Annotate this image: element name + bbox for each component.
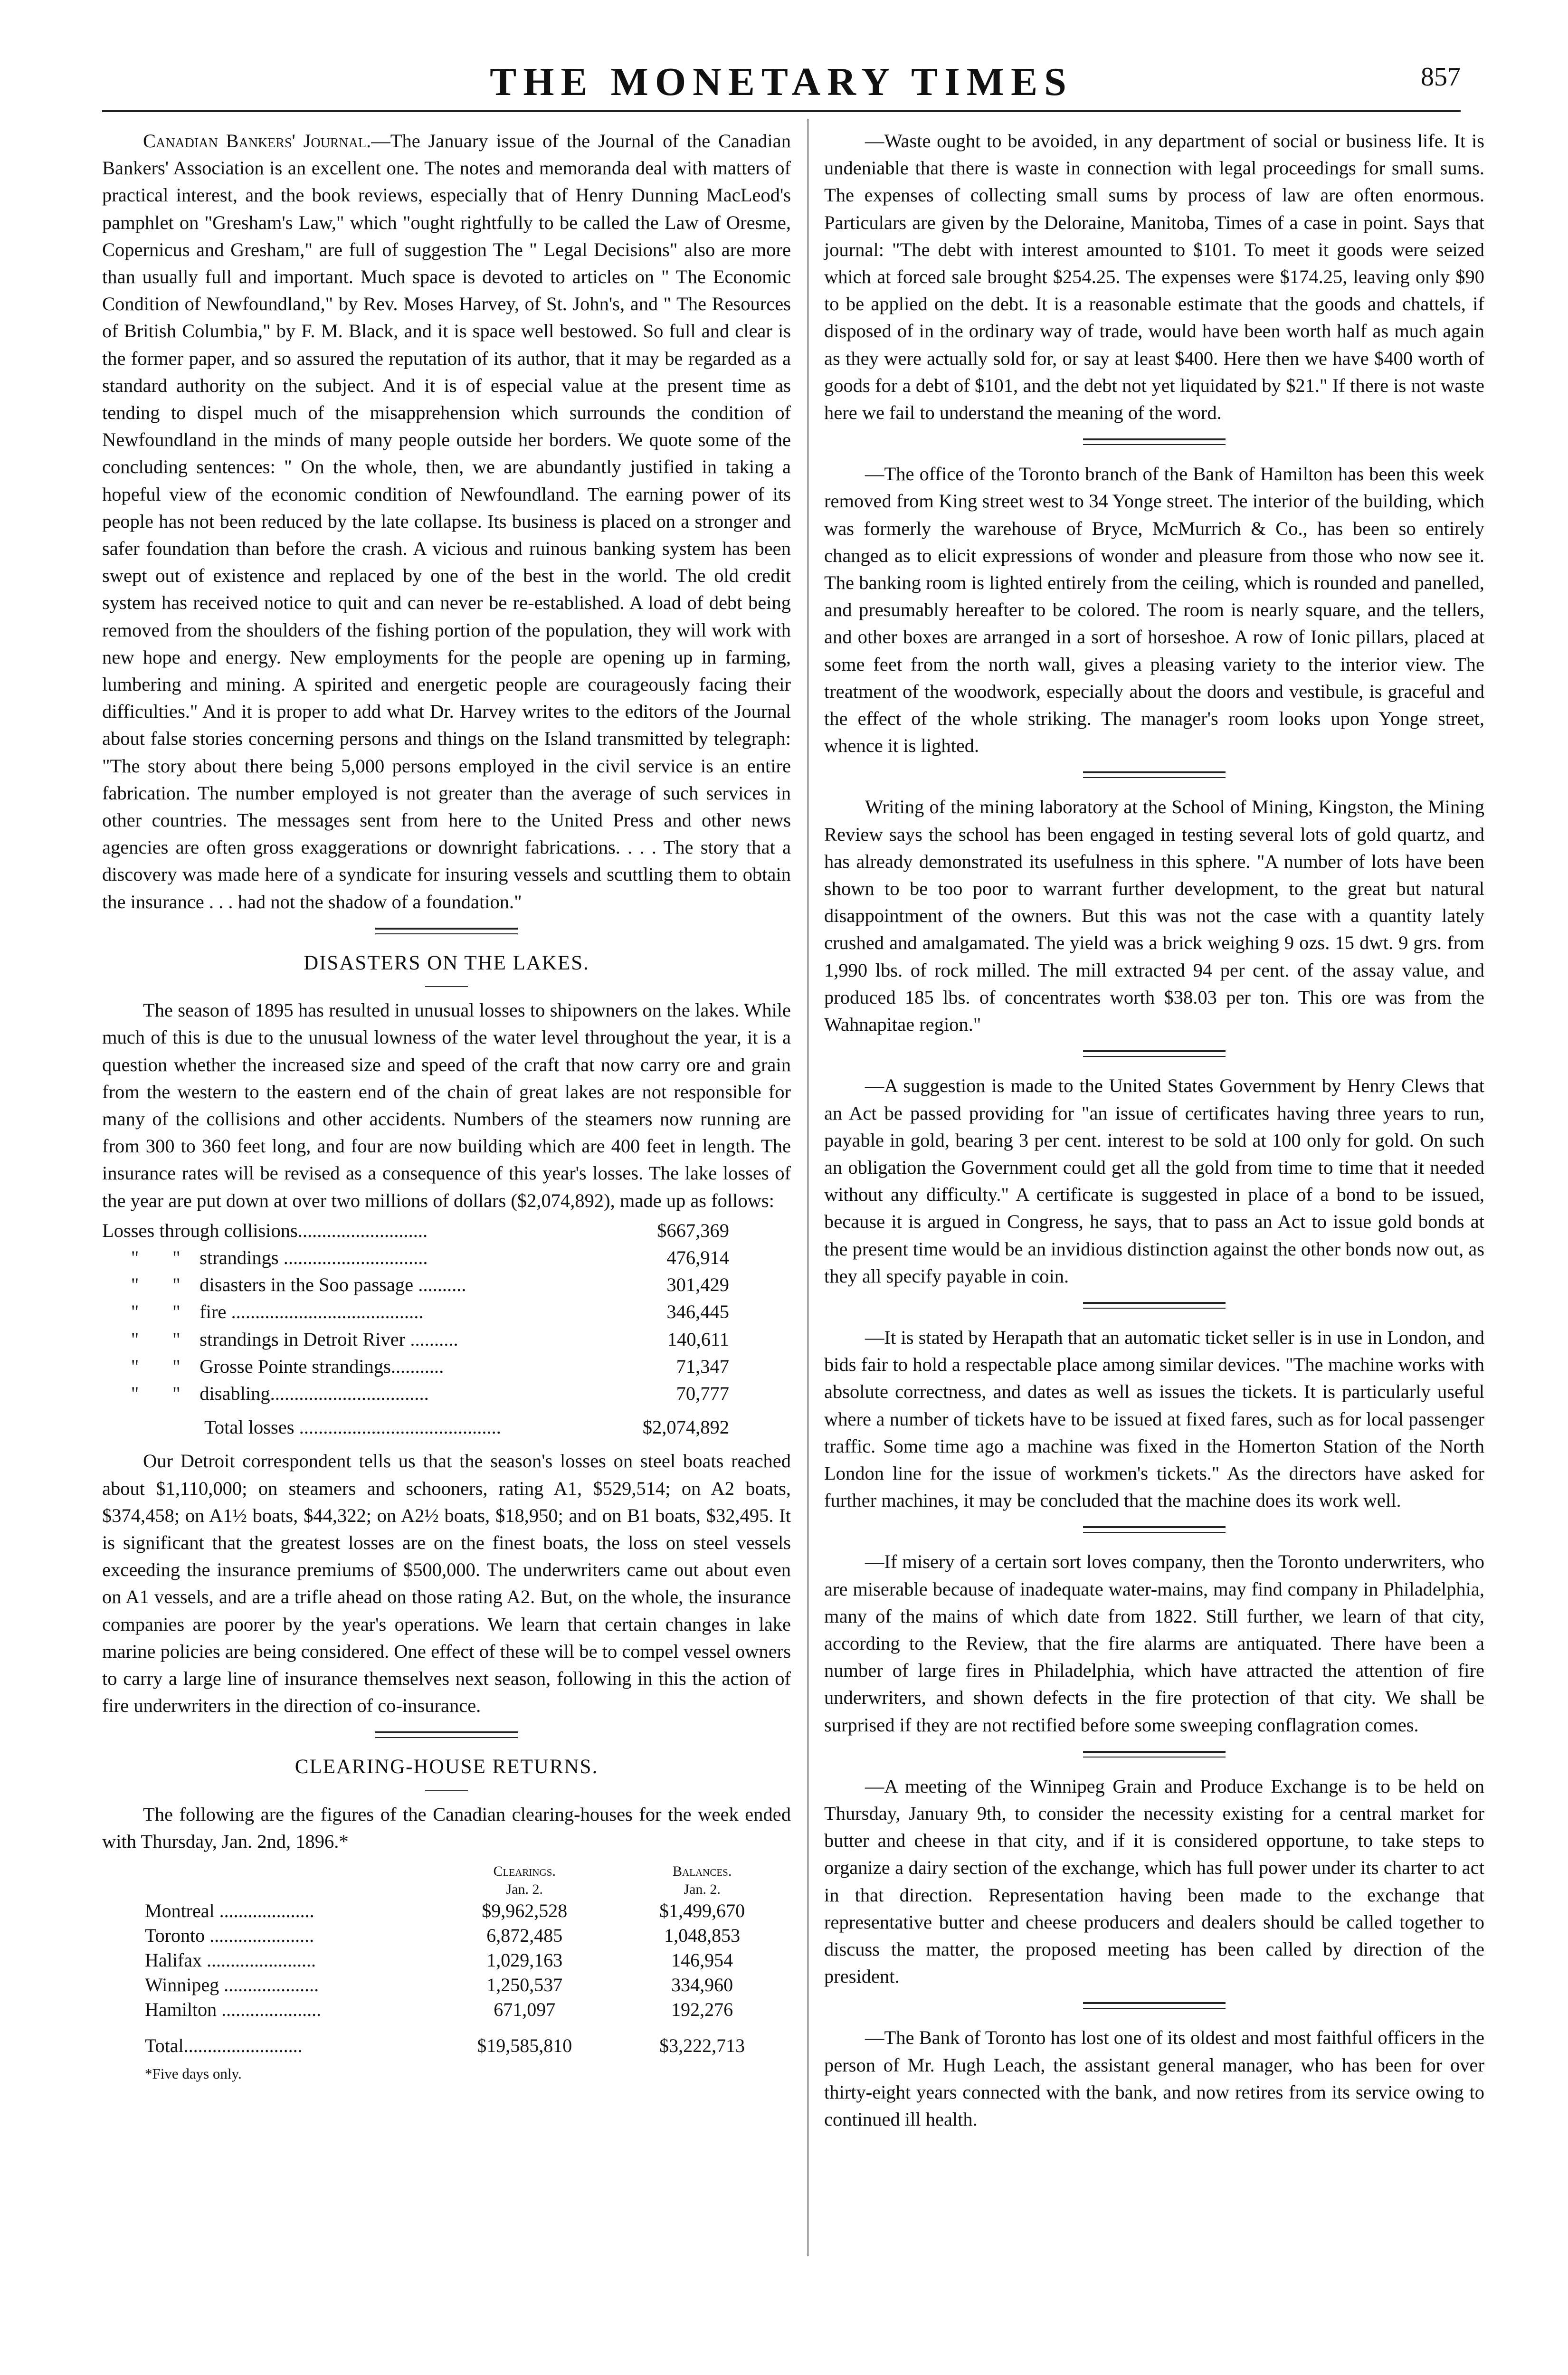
section-separator bbox=[1083, 771, 1226, 778]
left-column bbox=[102, 127, 791, 2087]
clearing-date-row bbox=[145, 1881, 791, 1899]
clearing-row bbox=[145, 1973, 791, 1997]
loss-row bbox=[102, 1353, 791, 1380]
loss-label: Losses through collisions........................... bbox=[102, 1219, 428, 1241]
loss-amount: 476,914 bbox=[666, 1246, 729, 1268]
col-balances: Balances. bbox=[672, 1863, 732, 1879]
loss-label: " " disabling................................. bbox=[102, 1382, 429, 1404]
disasters-heading: DISASTERS ON THE LAKES. bbox=[304, 951, 589, 974]
herapath-paragraph: —It is stated by Herapath that an automatic ticket seller is in use in London, and bids fair to hold a respectable place among similar devices. "The machine works with absolute correctness, and dates as well as issues the tickets. It is particularly useful where a number of tickets have to be issued at fixed fares, such as for local passenger traffic. Some time ago a machine was fixed in the Homerton Station of the North London line for the issue of workmen's tickets." As the directors have asked for further machines, it may be concluded that the machine does its work well. bbox=[824, 1326, 1484, 1511]
loss-total-row bbox=[102, 1414, 791, 1441]
bankers-journal-text: —The January issue of the Journal of the Canadian Bankers' Association is an excellent one. The notes and memoranda deal with matters of practical interest, and the book reviews, especially that of Henry Dunning MacLeod's pamphlet on "Gresham's Law," which "ought rightfully to be called the Law of Oresme, Copernicus and Gresham," are full of suggestion The " Legal Decisions" also are more than usually full and important. Much space is devoted to articles on " The Economic Condition of Newfoundland," by Rev. Moses Harvey, of St. John's, and " The Resources of British Columbia," by F. M. Black, and it is space well bestowed. So full and clear is the former paper, and so assured the reputation of its author, that it may be regarded as a standard authority on the subject. And it is of especial value at the present time as tending to dispel much of the misapprehension which surrounds the condition of Newfoundland in the minds of many people outside her borders. We quote some of the concluding sentences: " On the whole, then, we are abundantly justified in taking a hopeful view of the economic condition of Newfoundland. The earning power of its people has not been reduced by the late collapse. Its business is placed on a stronger and safer foundation than before the crash. A vicious and ruinous banking system has been swept out of existence and replaced by one of the best in the world. The old credit system has received notice to quit and can never be re-established. A load of debt being removed from the shoulders of the fishing portion of the population, they will work with new hope and energy. New employments for the people are opening up in farming, lumbering and mining. A spirited and energetic people are courageously facing their difficulties." And it is proper to add what Dr. Harvey writes to the editors of the Journal about false stories concerning persons and things on the Island transmitted by telegraph: "The story about there being 5,000 persons employed in the civil service is an entire fabrication. The number employed is not greater than the average of such services in other countries. The messages sent from here to the United Press and other news agencies are often gross exaggerations or downright fabrications. . . . The story that a discovery was made here of a syndicate for insuring vessels and scuttling them to obtain the insurance . . . had not the shadow of a foundation." bbox=[102, 130, 791, 912]
loss-amount: 140,611 bbox=[667, 1328, 729, 1350]
clearing-table bbox=[145, 1862, 791, 2058]
loss-total-label: Total losses .......................................... bbox=[204, 1416, 501, 1438]
loss-label: " " strandings .............................. bbox=[102, 1246, 428, 1268]
losses-table bbox=[102, 1217, 791, 1441]
mining-paragraph: Writing of the mining laboratory at the School of Mining, Kingston, the Mining Review says the school has been engaged in testing several lots of gold quartz, and has already demonstrated its usefulness in this sphere. "A number of lots have been shown to be too poor to warrant further development, to the great but natural disappointment of the owners. But this was not the case with a quantity lately crushed and amalgamated. The yield was a brick weighing 9 ozs. 15 dwt. 9 grs. from 1,990 lbs. of rock milled. The mill extracted 94 per cent. of the assay value, and produced 185 lbs. of concentrates worth $38.03 per ton. This ore was from the Wahnapitae region." bbox=[824, 796, 1484, 1036]
disasters-paragraph-2: Our Detroit correspondent tells us that the season's losses on steel boats reached about $1,110,000; on steamers and schooners, rating A1, $529,514; on A2 boats, $374,458; on A1½ boats, $44,322; on A2½ boats, $18,950; and on B1 boats, $32,495. It is significant that the greatest losses are on the finest boats, the loss on steel vessels exceeding the insurance premiums of $500,000. The underwriters came out about even on A1 vessels, and are a trifle ahead on those rating A2. But, on the whole, the insurance companies are poorer by the year's operations. We learn that certain changes in lake marine policies are being considered. One effect of these will be to compel vessel owners to carry a large line of insurance themselves next season, following in this the action of fire underwriters in the direction of co-insurance. bbox=[102, 1450, 791, 1717]
section-separator bbox=[1083, 2002, 1226, 2009]
clearing-value: 6,872,485 bbox=[486, 1924, 563, 1946]
date-clearings: Jan. 2. bbox=[506, 1881, 543, 1897]
right-column bbox=[824, 127, 1484, 2133]
section-separator bbox=[1083, 1751, 1226, 1758]
clearing-city: Montreal .................... bbox=[145, 1900, 314, 1921]
loss-label: " " disasters in the Soo passage .......... bbox=[102, 1274, 466, 1296]
section-separator bbox=[1083, 1050, 1226, 1057]
clearing-total-row bbox=[145, 2022, 791, 2058]
winnipeg-paragraph: —A meeting of the Winnipeg Grain and Produce Exchange is to be held on Thursday, January 9th, to consider the necessity existing for a central market for butter and cheese in that city, and if it is considered opportune, to take steps to organize a dairy section of the exchange, which has full power under its charter to act in that direction. Representation having been made to the exchange that representative butter and cheese producers and dealers should be called together to discuss the matter, the proposed meeting has been called by direction of the president. bbox=[824, 1775, 1484, 1987]
clearing-intro: The following are the figures of the Canadian clearing-houses for the week ended with Thursday, Jan. 2nd, 1896.* bbox=[102, 1803, 791, 1852]
section-separator bbox=[1083, 1526, 1226, 1533]
misery-paragraph: —If misery of a certain sort loves company, then the Toronto underwriters, who are miserable because of inadequate water-mains, may find company in Philadelphia, many of the mains of which date from 1822. Still further, we learn of that city, according to the Review, that the fire alarms are antiquated. There have been a number of large fires in Philadelphia, which have attracted the attention of fire underwriters, and shown defects in the fire protection of that city. We shall be surprised if they are not rectified before some sweeping conflagration comes. bbox=[824, 1551, 1484, 1736]
section-separator bbox=[375, 928, 518, 934]
balance-value: 146,954 bbox=[671, 1949, 733, 1971]
balance-value: 192,276 bbox=[671, 1998, 733, 2020]
clearing-city: Toronto ...................... bbox=[145, 1924, 314, 1946]
masthead-rule bbox=[102, 110, 1461, 112]
balance-value: 334,960 bbox=[671, 1974, 733, 1995]
disasters-paragraph-1: The season of 1895 has resulted in unusual losses to shipowners on the lakes. While much of this is due to the unusual lowness of the water level throughout the year, it is a question whether the increased size and speed of the craft that now carry ore and grain from the western to the eastern end of the chain of great lakes are not responsible for many of the collisions and other accidents. Numbers of the steamers now running are from 300 to 360 feet long, and four are now building which are 400 feet in length. The insurance rates will be revised as a consequence of this year's losses. The lake losses of the year are put down at over two millions of dollars ($2,074,892), made up as follows: bbox=[102, 999, 791, 1211]
clearing-total-label: Total......................... bbox=[145, 2034, 303, 2056]
clearing-value: 1,029,163 bbox=[486, 1949, 563, 1971]
loss-label: " " Grosse Pointe strandings........... bbox=[102, 1355, 444, 1377]
balance-value: 1,048,853 bbox=[664, 1924, 741, 1946]
clearing-value: 1,250,537 bbox=[486, 1974, 563, 1995]
balance-total: $3,222,713 bbox=[659, 2034, 745, 2056]
section-separator bbox=[1083, 1302, 1226, 1309]
loss-total-amount: $2,074,892 bbox=[642, 1416, 729, 1438]
bankers-journal-paragraph bbox=[102, 127, 791, 915]
bank-of-hamilton-paragraph: —The office of the Toronto branch of the Bank of Hamilton has been this week removed from King street west to 34 Yonge street. The interior of the building, which was formerly the warehouse of Bryce, McMurrich & Co., has been so entirely changed as to elicit expressions of wonder and pleasure from those who now see it. The banking room is lighted entirely from the ceiling, which is rounded and panelled, and presumably hereafter to be colored. The room is nearly square, and the tellers, and other boxes are arranged in a sort of horseshoe. A row of Ionic pillars, placed at some feet from the north wall, gives a pleasing variety to the interior view. The treatment of the woodwork, especially about the doors and vestibule, is graceful and the effect of the whole striking. The manager's room looks upon Yonge street, whence it is lighted. bbox=[824, 463, 1484, 757]
masthead bbox=[102, 57, 1461, 109]
loss-amount: 71,347 bbox=[676, 1355, 729, 1377]
section-separator bbox=[1083, 438, 1226, 445]
clearing-value: 671,097 bbox=[494, 1998, 556, 2020]
heading-underline bbox=[425, 986, 468, 987]
loss-amount: 301,429 bbox=[666, 1274, 729, 1296]
clearing-total: $19,585,810 bbox=[477, 2034, 572, 2056]
clearing-city: Winnipeg .................... bbox=[145, 1974, 319, 1995]
balance-value: $1,499,670 bbox=[659, 1900, 745, 1921]
page-number: 857 bbox=[1421, 62, 1461, 92]
loss-label: " " fire ........................................ bbox=[102, 1301, 424, 1323]
loss-row bbox=[102, 1217, 791, 1244]
clews-paragraph: —A suggestion is made to the United States Government by Henry Clews that an Act be passed providing for "an issue of certificates having three years to run, payable in gold, bearing 3 per cent. interest to be sold at 100 only for gold. On such an obligation the Government could get all the gold from time to time that it needed without any difficulty." A certificate is suggested in place of a bond to be issued, because it is argued in Congress, he says, that to pass an Act to issue gold bonds at the present time would be an invidious distinction against the other bonds now out, as they all specify payable in coin. bbox=[824, 1075, 1484, 1287]
loss-row bbox=[102, 1271, 791, 1298]
loss-row bbox=[102, 1298, 791, 1325]
clearing-footnote: *Five days only. bbox=[145, 2065, 242, 2082]
clearing-row bbox=[145, 1997, 791, 2022]
col-clearings: Clearings. bbox=[493, 1863, 556, 1879]
loss-amount: 70,777 bbox=[676, 1382, 729, 1404]
clearing-header-row bbox=[145, 1862, 791, 1881]
bank-of-toronto-paragraph: —The Bank of Toronto has lost one of its oldest and most faithful officers in the person of Mr. Hugh Leach, the assistant general manager, who has been for over thirty-eight years connected with the bank, and now retires from its service owing to continued ill health. bbox=[824, 2027, 1484, 2130]
clearing-heading: CLEARING-HOUSE RETURNS. bbox=[295, 1756, 599, 1778]
loss-row bbox=[102, 1326, 791, 1353]
loss-row bbox=[102, 1380, 791, 1407]
loss-label: " " strandings in Detroit River .......... bbox=[102, 1328, 458, 1350]
loss-amount: $667,369 bbox=[657, 1219, 729, 1241]
section-separator bbox=[375, 1731, 518, 1738]
heading-underline bbox=[425, 1790, 468, 1791]
masthead-title: THE MONETARY TIMES bbox=[490, 60, 1073, 104]
clearing-row bbox=[145, 1923, 791, 1948]
loss-row bbox=[102, 1244, 791, 1271]
loss-amount: 346,445 bbox=[666, 1301, 729, 1323]
bankers-journal-lead: Canadian Bankers' Journal. bbox=[143, 130, 371, 152]
clearing-row bbox=[145, 1899, 791, 1923]
clearing-city: Hamilton ..................... bbox=[145, 1998, 322, 2020]
clearing-city: Halifax ....................... bbox=[145, 1949, 316, 1971]
clearing-row bbox=[145, 1948, 791, 1973]
date-balances: Jan. 2. bbox=[684, 1881, 721, 1897]
clearing-value: $9,962,528 bbox=[482, 1900, 568, 1921]
waste-paragraph: —Waste ought to be avoided, in any department of social or business life. It is undeniable that there is waste in connection with legal proceedings for small sums. The expenses of collecting small sums by process of law are often enormous. Particulars are given by the Deloraine, Manitoba, Times of a case in point. Says that journal: "The debt with interest amounted to $101. To meet it goods were seized which at forced sale brought $254.25. The expenses were $174.25, leaving only $90 to be applied on the debt. It is a reasonable estimate that the goods and chattels, if disposed of in the ordinary way of trade, would have been worth half as much again as they were actually sold for, or say at least $400. Here then we have $400 worth of goods for a debt of $101, and the debt not yet liquidated by $21." If there is not waste here we fail to understand the meaning of the word. bbox=[824, 130, 1484, 424]
